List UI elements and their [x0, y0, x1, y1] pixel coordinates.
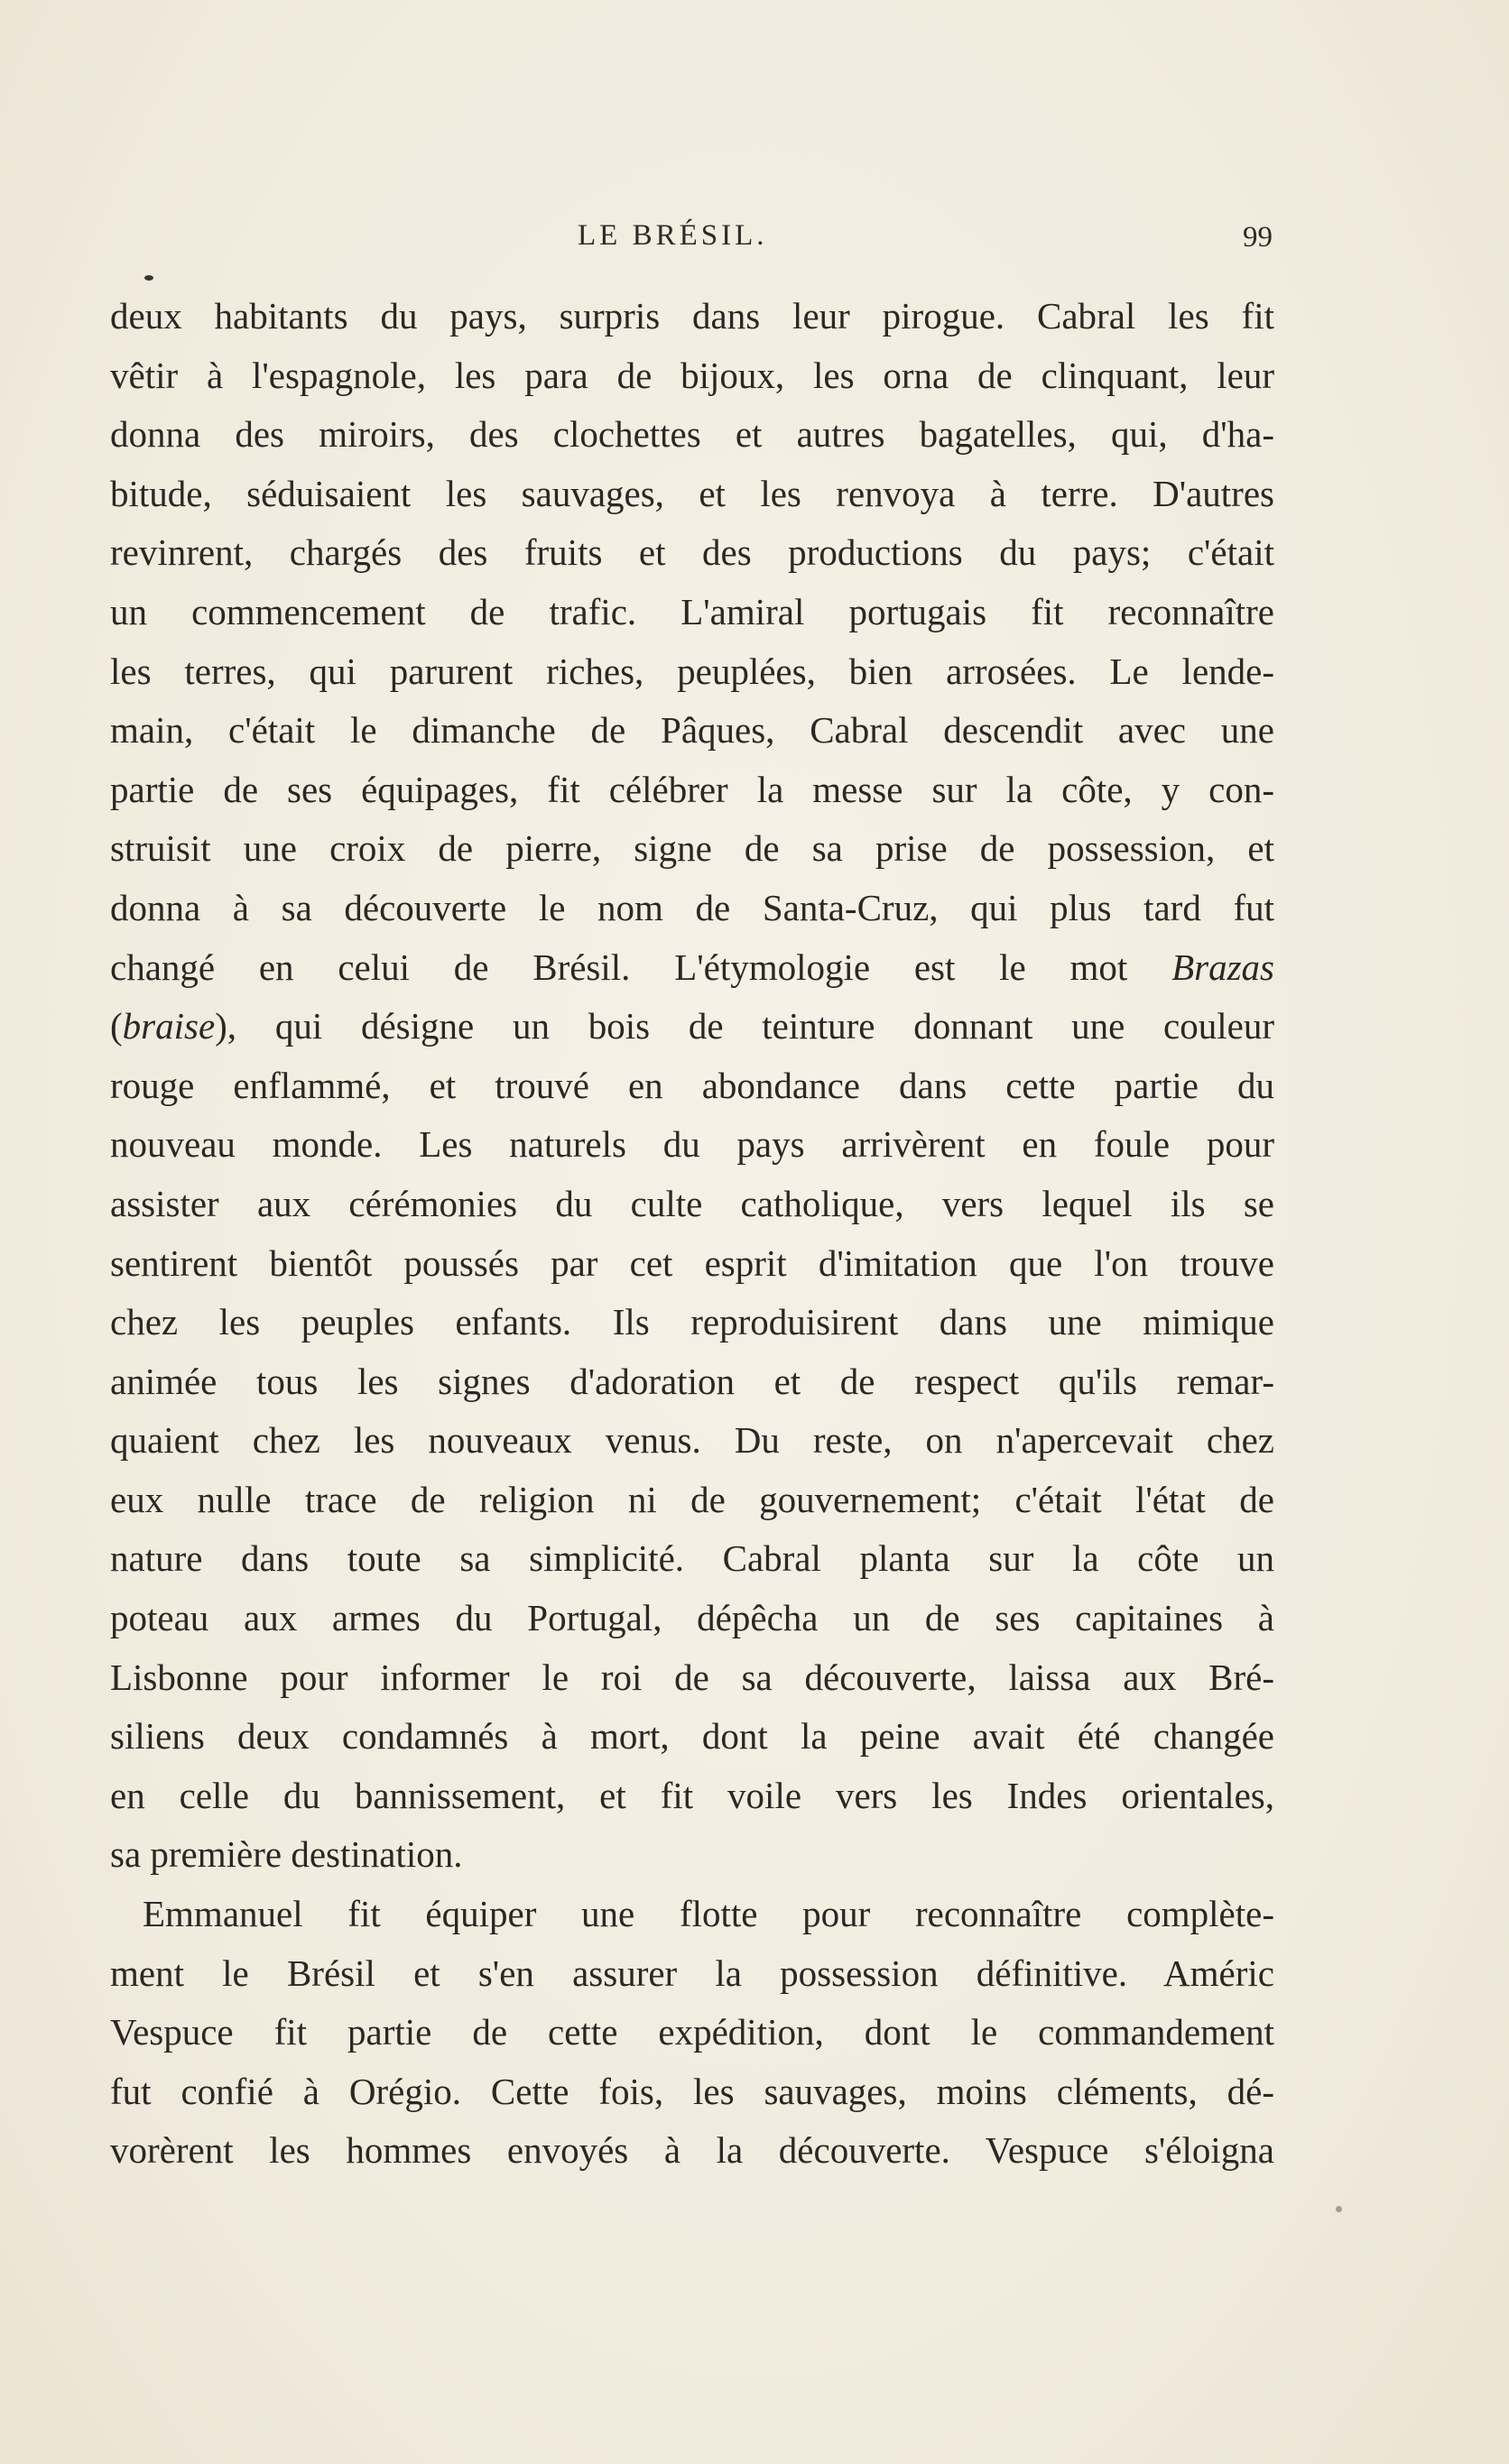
text-line: assister aux cérémonies du culte catholique, vers lequel ils se [110, 1182, 1274, 1224]
text-line: Vespuce fit partie de cette expédition, dont le commandement [110, 2011, 1274, 2053]
text-line: struisit une croix de pierre, signe de sa prise de possession, et [110, 827, 1274, 870]
text-line: nature dans toute sa simplicité. Cabral planta sur la côte un [110, 1537, 1274, 1580]
text-line-with-italic [110, 997, 1274, 1057]
text-line: fut confié à Orégio. Cette fois, les sauvages, moins cléments, dé- [110, 2070, 1274, 2112]
text-line-with-italic [110, 938, 1274, 998]
ink-speck [144, 275, 153, 281]
text-line: donna des miroirs, des clochettes et autres bagatelles, qui, d'ha- [110, 413, 1274, 456]
text-line: un commencement de trafic. L'amiral portugais fit reconnaître [110, 590, 1274, 632]
text-line: donna à sa découverte le nom de Santa-Cruz, qui plus tard fut [110, 886, 1274, 928]
page-header [110, 219, 1274, 264]
text-line: poteau aux armes du Portugal, dépêcha un de ses capitaines à [110, 1597, 1274, 1639]
running-title: LE BRÉSIL. [578, 219, 768, 252]
text-line: ment le Brésil et s'en assurer la possession définitive. Améric [110, 1952, 1274, 1994]
text-line: nouveau monde. Les naturels du pays arrivèrent en foule pour [110, 1123, 1274, 1166]
ink-speck [1336, 2206, 1342, 2212]
text-segment: changé en celui de Brésil. L'étymologie est le mot [110, 946, 1128, 988]
text-line: siliens deux condamnés à mort, dont la peine avait été changée [110, 1715, 1274, 1758]
text-line: eux nulle trace de religion ni de gouvernement; c'était l'état de [110, 1478, 1274, 1520]
page-number: 99 [1243, 221, 1273, 254]
text-line: Emmanuel fit équiper une flotte pour reconnaître complète- [143, 1893, 1274, 1935]
text-line: bitude, séduisaient les sauvages, et les renvoya à terre. D'autres [110, 472, 1274, 514]
text-line: vorèrent les hommes envoyés à la découverte. Vespuce s'éloigna [110, 2129, 1274, 2172]
text-line: animée tous les signes d'adoration et de respect qu'ils remar- [110, 1360, 1274, 1402]
text-line: vêtir à l'espagnole, les para de bijoux, les orna de clinquant, leur [110, 354, 1274, 396]
text-line: partie de ses équipages, fit célébrer la messe sur la côte, y con- [110, 768, 1274, 810]
text-line: chez les peuples enfants. Ils reproduisirent dans une mimique [110, 1301, 1274, 1343]
text-line: Lisbonne pour informer le roi de sa découverte, laissa aux Bré- [110, 1656, 1274, 1698]
text-line: en celle du bannissement, et fit voile vers les Indes orientales, [110, 1774, 1274, 1816]
italic-word-braise: braise [122, 1005, 216, 1047]
text-line: main, c'était le dimanche de Pâques, Cabral descendit avec une [110, 709, 1274, 752]
italic-word-brazas: Brazas [1171, 946, 1275, 988]
body-text [110, 287, 1274, 2181]
text-line: deux habitants du pays, surpris dans leur pirogue. Cabral les fit [110, 295, 1274, 337]
text-segment: ( [110, 1005, 123, 1047]
text-line: les terres, qui parurent riches, peuplées, bien arrosées. Le lende- [110, 650, 1274, 692]
text-line: sa première destination. [110, 1833, 463, 1876]
text-line: revinrent, chargés des fruits et des productions du pays; c'était [110, 531, 1274, 574]
text-line: rouge enflammé, et trouvé en abondance dans cette partie du [110, 1064, 1274, 1106]
text-segment: ), qui désigne un bois de teinture donnant une couleur [215, 1005, 1274, 1047]
text-line: sentirent bientôt poussés par cet esprit d'imitation que l'on trouve [110, 1241, 1274, 1284]
text-line: quaient chez les nouveaux venus. Du reste, on n'apercevait chez [110, 1419, 1274, 1462]
